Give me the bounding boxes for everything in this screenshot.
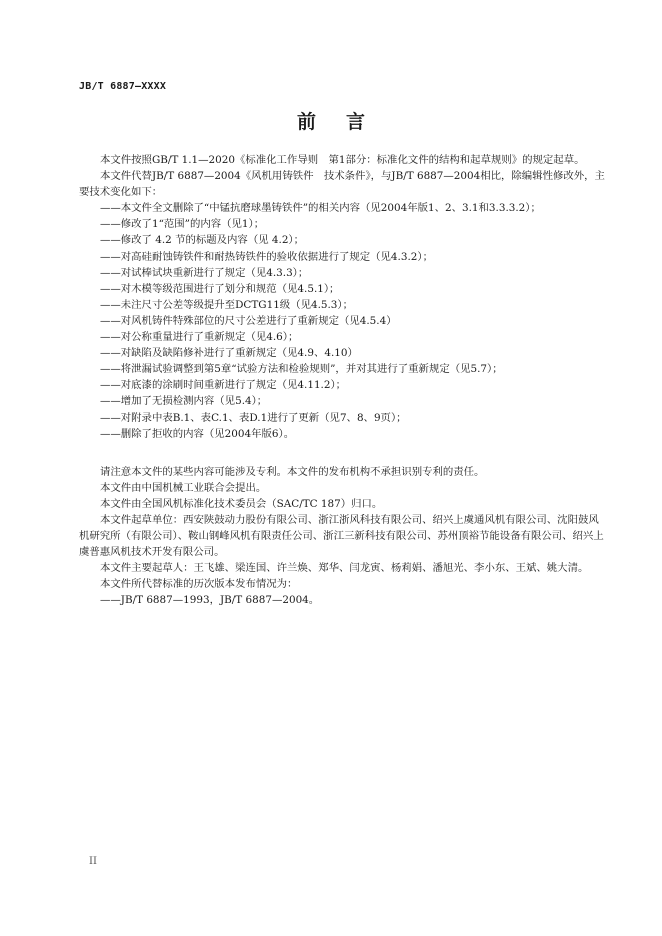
proposed-by: 本文件由中国机械工业联合会提出。 [100, 481, 267, 494]
page-number: II [89, 856, 97, 867]
list-item: ——对公称重量进行了重新规定（见4.6）； [100, 331, 299, 344]
change-list [79, 200, 607, 441]
main-drafters: 本文件主要起草人：王飞雄、梁连国、许兰焕、郑华、闫龙寅、杨莉娟、潘旭光、李小东、王斌、姚大清。 [100, 562, 589, 575]
list-item: ——未注尺寸公差等级提升至DCTG11级（见4.5.3）； [100, 298, 354, 311]
intro-paragraph-1: 本文件按照GB/T 1.1—2020《标准化工作导则 第1部分：标准化文件的结构和起草规则》的规定起草。 [100, 154, 585, 166]
list-item: ——修改了 4.2 节的标题及内容（见 4.2）； [100, 234, 305, 247]
history-versions: ——JB/T 6887—1993，JB/T 6887—2004。 [100, 594, 320, 607]
list-item: ——对附录中表B.1、表C.1、表D.1进行了更新（见7、8、9页）； [100, 411, 407, 424]
intro-paragraph-2: 本文件代替JB/T 6887—2004《风机用铸铁件 技术条件》，与JB/T 6887—2004相比，除编辑性修改外，主要技术变化如下： [79, 170, 605, 199]
title-char-1: 前 [296, 111, 316, 133]
list-item: ——对风机铸件特殊部位的尺寸公差进行了重新规定（见4.5.4） [100, 314, 397, 327]
foreword-body [79, 152, 607, 609]
list-item: ——本文件全文删除了“中锰抗磨球墨铸铁件”的相关内容（见2004年版1、2、3.1和3.3.3.2）； [100, 202, 541, 215]
list-item: ——对缺陷及缺陷修补进行了重新规定（见4.9、4.10） [100, 347, 358, 360]
page-title [0, 107, 662, 134]
centralized-by: 本文件由全国风机标准化技术委员会（SAC/TC 187）归口。 [100, 497, 383, 510]
list-item: ——对木模等级范围进行了划分和规范（见4.5.1）； [100, 282, 340, 295]
history-intro: 本文件所代替标准的历次版本发布情况为： [100, 578, 298, 591]
list-item: ——修改了1“范围”的内容（见1）； [100, 218, 265, 231]
list-item: ——增加了无损检测内容（见5.4）； [100, 395, 268, 408]
title-char-2: 言 [346, 111, 366, 133]
list-item: ——对底漆的涂刷时间重新进行了规定（见4.11.2）； [100, 379, 347, 392]
drafting-units: 本文件起草单位：西安陕鼓动力股份有限公司、浙江浙风科技有限公司、绍兴上虞通风机有限公司、沈阳鼓风机研究所（有限公司）、鞍山钢峰风机有限责任公司、浙江三新科技有限公司、苏州顶裕节能设备有限公司、绍兴上虞普惠风机技术开发有限公司。 [79, 513, 604, 559]
list-item: ——将泄漏试验调整到第5章“试验方法和检验规则”，并对其进行了重新规定（见5.7）； [100, 363, 503, 376]
patent-notice: 请注意本文件的某些内容可能涉及专利。本文件的发布机构不承担识别专利的责任。 [100, 465, 485, 478]
document-id: JB/T 6887—XXXX [79, 81, 167, 92]
list-item: ——对试棒试块重新进行了规定（见4.3.3）； [100, 266, 309, 279]
list-item: ——删除了拒收的内容（见2004年版6）。 [100, 427, 295, 440]
list-item: ——对高硅耐蚀铸铁件和耐热铸铁件的验收依据进行了规定（见4.3.2）； [100, 250, 433, 263]
